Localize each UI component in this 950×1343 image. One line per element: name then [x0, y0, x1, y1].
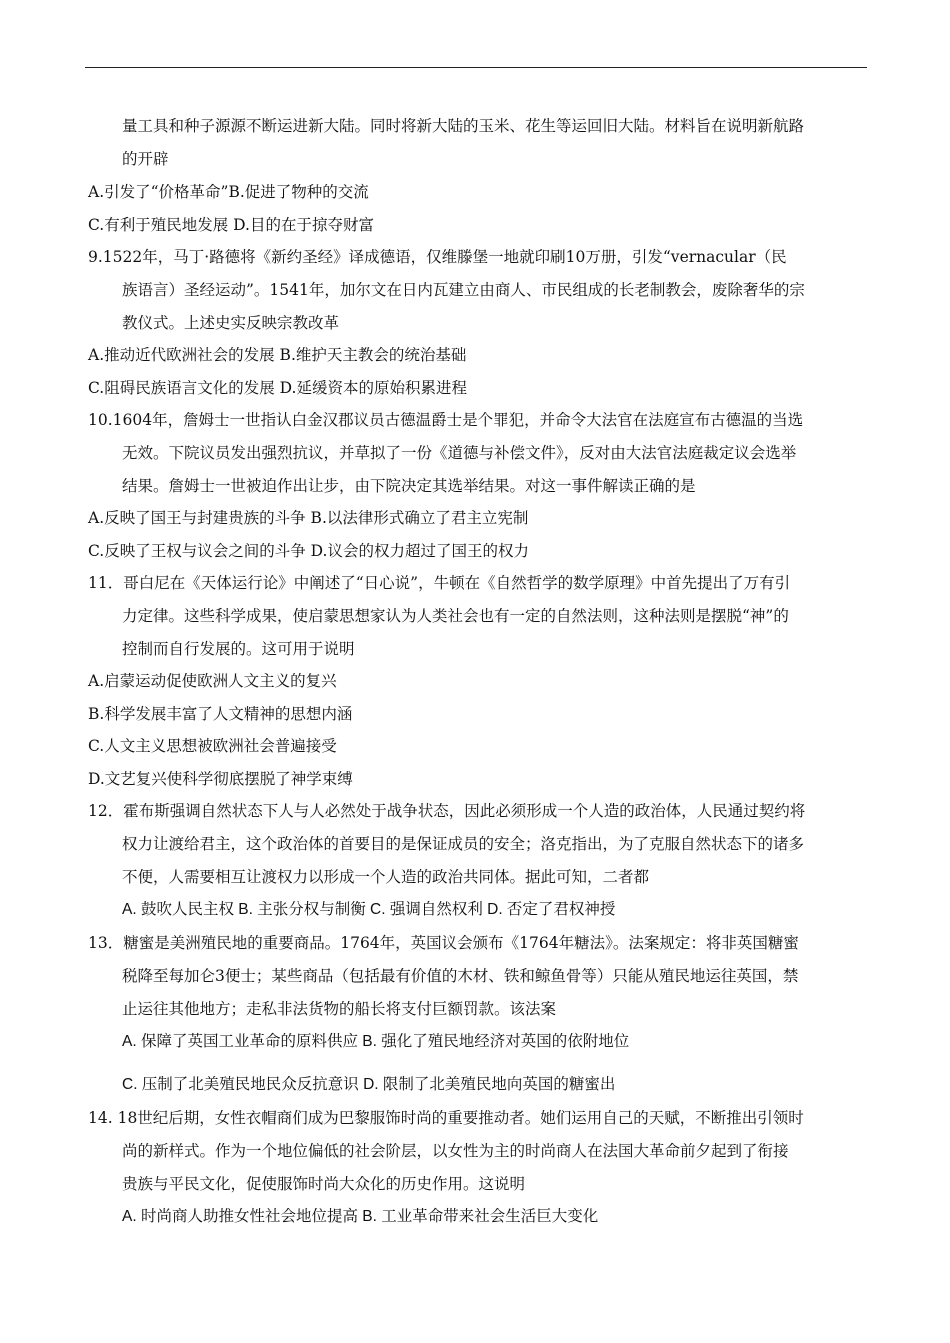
q8-options-ab: A.引发了“价格革命”B.促进了物种的交流	[88, 183, 369, 201]
q12-stem-line-3: 不便，人需要相互让渡权力以形成一个人造的政治共同体。据此可知，二者都	[122, 868, 650, 886]
q11-option-a: A.启蒙运动促使欧洲人文主义的复兴	[88, 672, 337, 690]
q13-stem-line-2: 税降至每加仑3便士；某些商品（包括最有价值的木材、铁和鲸鱼骨等）只能从殖民地运往英国，禁	[122, 967, 799, 985]
q11-option-c: C.人文主义思想被欧洲社会普遍接受	[88, 737, 337, 755]
q8-stem-line-1: 量工具和种子源源不断运进新大陆。同时将新大陆的玉米、花生等运回旧大陆。材料旨在说明新航路	[122, 117, 805, 135]
q11-stem-line-1: 11．哥白尼在《天体运行论》中阐述了“日心说”，牛顿在《自然哲学的数学原理》中首先提出了万有引	[88, 574, 791, 592]
q10-options-cd: C.反映了王权与议会之间的斗争 D.议会的权力超过了国王的权力	[88, 542, 529, 560]
q14-stem-line-2: 尚的新样式。作为一个地位偏低的社会阶层，以女性为主的时尚商人在法国大革命前夕起到了衔接	[122, 1142, 789, 1160]
q11-stem-line-2: 力定律。这些科学成果，使启蒙思想家认为人类社会也有一定的自然法则，这种法则是摆脱“神”的	[122, 607, 789, 625]
q9-options-cd: C.阻碍民族语言文化的发展 D.延缓资本的原始积累进程	[88, 379, 467, 397]
q11-option-d: D.文艺复兴使科学彻底摆脱了神学束缚	[88, 770, 353, 788]
q12-options: A. 鼓吹人民主权 B. 主张分权与制衡 C. 强调自然权利 D. 否定了君权神授	[122, 901, 616, 918]
q13-stem-line-3: 止运往其他地方；走私非法货物的船长将支付巨额罚款。该法案	[122, 1000, 557, 1018]
q12-stem-line-1: 12．霍布斯强调自然状态下人与人必然处于战争状态，因此必须形成一个人造的政治体，人民通过契约将	[88, 802, 806, 820]
q8-stem-line-2: 的开辟	[122, 150, 169, 168]
q10-options-ab: A.反映了国王与封建贵族的斗争 B.以法律形式确立了君主立宪制	[88, 509, 529, 527]
q14-stem-line-1: 14. 18世纪后期，女性衣帽商们成为巴黎服饰时尚的重要推动者。她们运用自己的天赋，不断推出引领时	[88, 1109, 804, 1127]
header-rule	[85, 67, 867, 68]
q9-stem-line-1: 9.1522年，马丁·路德将《新约圣经》译成德语，仅维滕堡一地就印刷10万册，引发“vernacular（民	[88, 248, 787, 266]
q13-stem-line-1: 13．糖蜜是美洲殖民地的重要商品。1764年，英国议会颁布《1764年糖法》。法案规定：将非英国糖蜜	[88, 934, 799, 952]
q8-options-cd: C.有利于殖民地发展 D.目的在于掠夺财富	[88, 216, 374, 234]
q13-options-ab: A. 保障了英国工业革命的原料供应 B. 强化了殖民地经济对英国的依附地位	[122, 1033, 630, 1050]
q11-option-b: B.科学发展丰富了人文精神的思想内涵	[88, 705, 353, 723]
q14-stem-line-3: 贵族与平民文化，促使服饰时尚大众化的历史作用。这说明	[122, 1175, 526, 1193]
q9-stem-line-2: 族语言）圣经运动”。1541年，加尔文在日内瓦建立由商人、市民组成的长老制教会，废除奢华的宗	[122, 281, 805, 299]
q12-stem-line-2: 权力让渡给君主，这个政治体的首要目的是保证成员的安全；洛克指出，为了克服自然状态下的诸多	[122, 835, 805, 853]
q13-options-cd: C. 压制了北美殖民地民众反抗意识 D. 限制了北美殖民地向英国的糖蜜出	[122, 1076, 616, 1093]
q9-stem-line-3: 教仪式。上述史实反映宗教改革	[122, 314, 340, 332]
q10-stem-line-3: 结果。詹姆士一世被迫作出让步，由下院决定其选举结果。对这一事件解读正确的是	[122, 477, 696, 495]
q14-options-ab: A. 时尚商人助推女性社会地位提高 B. 工业革命带来社会生活巨大变化	[122, 1208, 599, 1225]
q10-stem-line-2: 无效。下院议员发出强烈抗议，并草拟了一份《道德与补偿文件》，反对由大法官法庭裁定议会选举	[122, 444, 797, 462]
q10-stem-line-1: 10.1604年，詹姆士一世指认白金汉郡议员古德温爵士是个罪犯，并命令大法官在法庭宣布古德温的当选	[88, 411, 804, 429]
q9-options-ab: A.推动近代欧洲社会的发展 B.维护天主教会的统治基础	[88, 346, 467, 364]
q11-stem-line-3: 控制而自行发展的。这可用于说明	[122, 640, 355, 658]
